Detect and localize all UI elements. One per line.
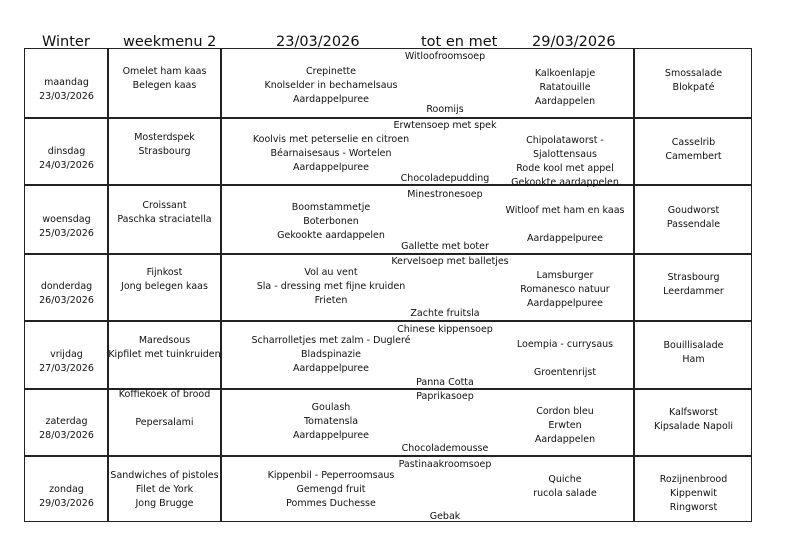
alternative-item: Loempia - currysaus bbox=[516, 339, 614, 350]
breakfast-item: Belegen kaas bbox=[132, 80, 197, 91]
breakfast-item: Filet de York bbox=[135, 484, 194, 495]
evening-item: Camembert bbox=[665, 151, 722, 162]
day-cell bbox=[25, 483, 108, 511]
main-item: Vol au vent bbox=[304, 267, 358, 278]
main-item: Boterbonen bbox=[303, 216, 359, 227]
day-date: 28/03/2026 bbox=[39, 430, 94, 441]
date-separator: tot en met bbox=[421, 34, 498, 50]
main-dish-cell bbox=[221, 266, 441, 308]
evening-cell bbox=[634, 271, 753, 299]
alternative-item: Chipolataworst - Sjalottensaus bbox=[526, 135, 604, 160]
row-divider bbox=[25, 253, 751, 255]
day-date: 29/03/2026 bbox=[39, 498, 94, 509]
alternative-item: Groentenrijst bbox=[533, 367, 597, 378]
alternative-item bbox=[495, 352, 635, 366]
day-date: 25/03/2026 bbox=[39, 228, 94, 239]
main-item: Aardappelpuree bbox=[293, 363, 369, 374]
day-name: maandag bbox=[44, 77, 89, 88]
evening-item: Kalfsworst bbox=[669, 407, 718, 418]
day-cell bbox=[25, 76, 108, 104]
alternative-dish bbox=[495, 269, 635, 311]
main-item: Goulash bbox=[311, 402, 351, 413]
alternative-dish bbox=[495, 338, 635, 380]
alternative-dish bbox=[495, 134, 635, 190]
end-date: 29/03/2026 bbox=[532, 34, 616, 50]
alternative-item: Romanesco natuur bbox=[520, 284, 610, 295]
main-dish-cell bbox=[221, 401, 441, 443]
day-name: woensdag bbox=[42, 214, 91, 225]
alternative-dish bbox=[495, 67, 635, 109]
alternative-item bbox=[495, 218, 635, 232]
day-name: zaterdag bbox=[45, 416, 88, 427]
day-name: zondag bbox=[49, 484, 84, 495]
alternative-dish bbox=[495, 473, 635, 501]
soup: Pastinaakroomsoep bbox=[398, 459, 492, 470]
dessert: Panna Cotta bbox=[416, 377, 474, 388]
main-item: Koolvis met peterselie en citroen bbox=[252, 134, 410, 145]
alternative-item: Aardappelen bbox=[534, 96, 596, 107]
evening-cell bbox=[634, 473, 753, 515]
breakfast-cell bbox=[108, 334, 221, 362]
evening-item: Rozijnenbrood bbox=[659, 474, 728, 485]
evening-item: Casselrib bbox=[671, 137, 716, 148]
breakfast-item: Strasbourg bbox=[138, 146, 191, 157]
main-dish-cell bbox=[221, 201, 441, 243]
soup: Paprikasoep bbox=[416, 391, 474, 402]
breakfast-item: Koffiekoek of brood bbox=[118, 389, 211, 400]
main-item: Crepinette bbox=[305, 66, 356, 77]
alternative-item: Lamsburger bbox=[536, 270, 594, 281]
main-item: Scharrolletjes met zalm - Dugleré bbox=[251, 335, 411, 346]
breakfast-item: Omelet ham kaas bbox=[122, 66, 207, 77]
day-cell bbox=[25, 348, 108, 376]
day-date: 23/03/2026 bbox=[39, 91, 94, 102]
evening-item: Ringworst bbox=[669, 502, 718, 513]
day-name: donderdag bbox=[40, 281, 93, 292]
main-item: Gekookte aardappelen bbox=[277, 230, 385, 241]
alternative-item: Cordon bleu bbox=[536, 406, 594, 417]
breakfast-cell bbox=[108, 388, 221, 430]
breakfast-item: Croissant bbox=[142, 200, 187, 211]
evening-item: Ham bbox=[682, 354, 705, 365]
main-item: Tomatensla bbox=[303, 416, 359, 427]
row-divider bbox=[25, 455, 751, 457]
evening-item: Smossalade bbox=[664, 68, 723, 79]
dessert: Gebak bbox=[429, 511, 461, 522]
main-dish-cell bbox=[221, 133, 441, 175]
dessert: Roomijs bbox=[426, 104, 464, 115]
breakfast-item: Mosterdspek bbox=[134, 132, 195, 143]
evening-cell bbox=[634, 67, 753, 95]
breakfast-cell bbox=[108, 469, 221, 511]
day-date: 26/03/2026 bbox=[39, 295, 94, 306]
evening-cell bbox=[634, 406, 753, 434]
weekmenu-table bbox=[24, 48, 752, 522]
alternative-item: Ratatouille bbox=[539, 82, 591, 93]
dessert: Zachte fruitsla bbox=[410, 308, 480, 319]
main-item: Aardappelpuree bbox=[293, 94, 369, 105]
soup: Minestronesoep bbox=[407, 189, 483, 200]
row-divider bbox=[25, 117, 751, 119]
main-item: Frieten bbox=[314, 295, 348, 306]
evening-item: Blokpaté bbox=[672, 82, 715, 93]
day-name: dinsdag bbox=[47, 146, 86, 157]
alternative-item: rucola salade bbox=[533, 488, 597, 499]
main-dish-cell bbox=[221, 469, 441, 511]
evening-item: Strasbourg bbox=[667, 272, 720, 283]
evening-cell bbox=[634, 339, 753, 367]
evening-cell bbox=[634, 136, 753, 164]
breakfast-item: Paschka straciatella bbox=[117, 214, 212, 225]
alternative-item: Aardappelpuree bbox=[527, 298, 603, 309]
day-cell bbox=[25, 145, 108, 173]
alternative-item: Aardappelpuree bbox=[527, 233, 603, 244]
season-label: Winter bbox=[42, 34, 90, 50]
evening-item: Passendale bbox=[666, 219, 721, 230]
breakfast-item: Jong belegen kaas bbox=[121, 281, 208, 292]
day-date: 27/03/2026 bbox=[39, 363, 94, 374]
breakfast-item: Sandwiches of pistoles bbox=[110, 470, 219, 481]
dessert: Chocoladepudding bbox=[400, 173, 490, 184]
day-cell bbox=[25, 280, 108, 308]
alternative-item: Kalkoenlapje bbox=[534, 68, 596, 79]
breakfast-cell bbox=[108, 266, 221, 294]
main-item: Béarnaisesaus - Wortelen bbox=[270, 148, 392, 159]
evening-item: Leerdammer bbox=[663, 286, 724, 297]
main-item: Aardappelpuree bbox=[293, 430, 369, 441]
main-item: Sla - dressing met fijne kruiden bbox=[256, 281, 406, 292]
breakfast-item: Kipfilet met tuinkruiden bbox=[108, 349, 221, 360]
breakfast-item: Jong Brugge bbox=[135, 498, 194, 509]
soup: Chinese kippensoep bbox=[397, 324, 493, 335]
evening-item: Kippenwit bbox=[670, 488, 717, 499]
breakfast-cell bbox=[108, 65, 221, 93]
dessert: Gallette met boter bbox=[401, 241, 489, 252]
main-item: Knolselder in bechamelsaus bbox=[264, 80, 398, 91]
alternative-dish bbox=[495, 405, 635, 447]
main-dish-cell bbox=[221, 334, 441, 376]
evening-item: Goudworst bbox=[667, 205, 720, 216]
day-cell bbox=[25, 415, 108, 443]
dessert: Chocolademousse bbox=[401, 443, 489, 454]
soup: Witloofroomsoep bbox=[404, 51, 486, 62]
evening-item: Bouillisalade bbox=[663, 340, 724, 351]
main-item: Kippenbil - Peperroomsaus bbox=[267, 470, 395, 481]
day-name: vrijdag bbox=[50, 349, 83, 360]
main-dish-cell bbox=[221, 65, 441, 107]
breakfast-cell bbox=[108, 131, 221, 159]
menu-title: weekmenu 2 bbox=[123, 34, 217, 50]
soup: Erwtensoep met spek bbox=[393, 120, 497, 131]
alternative-item: Quiche bbox=[548, 474, 582, 485]
breakfast-item: Pepersalami bbox=[135, 417, 194, 428]
alternative-item: Gekookte aardappelen bbox=[511, 177, 619, 188]
main-item: Pommes Duchesse bbox=[286, 498, 376, 509]
breakfast-cell bbox=[108, 199, 221, 227]
alternative-item: Rode kool met appel bbox=[516, 163, 614, 174]
alternative-item: Witloof met ham en kaas bbox=[505, 205, 625, 216]
day-cell bbox=[25, 213, 108, 241]
breakfast-item: Maredsous bbox=[138, 335, 191, 346]
main-item: Bladspinazie bbox=[301, 349, 361, 360]
alternative-dish bbox=[495, 204, 635, 246]
alternative-item: Aardappelen bbox=[534, 434, 596, 445]
breakfast-item bbox=[108, 402, 221, 416]
main-item: Aardappelpuree bbox=[293, 162, 369, 173]
evening-item: Kipsalade Napoli bbox=[653, 421, 734, 432]
row-divider bbox=[25, 320, 751, 322]
start-date: 23/03/2026 bbox=[276, 34, 360, 50]
main-item: Boomstammetje bbox=[291, 202, 371, 213]
main-item: Gemengd fruit bbox=[296, 484, 366, 495]
day-date: 24/03/2026 bbox=[39, 160, 94, 171]
evening-cell bbox=[634, 204, 753, 232]
breakfast-item: Fijnkost bbox=[146, 267, 183, 278]
soup: Kervelsoep met balletjes bbox=[391, 256, 509, 267]
alternative-item: Erwten bbox=[548, 420, 582, 431]
